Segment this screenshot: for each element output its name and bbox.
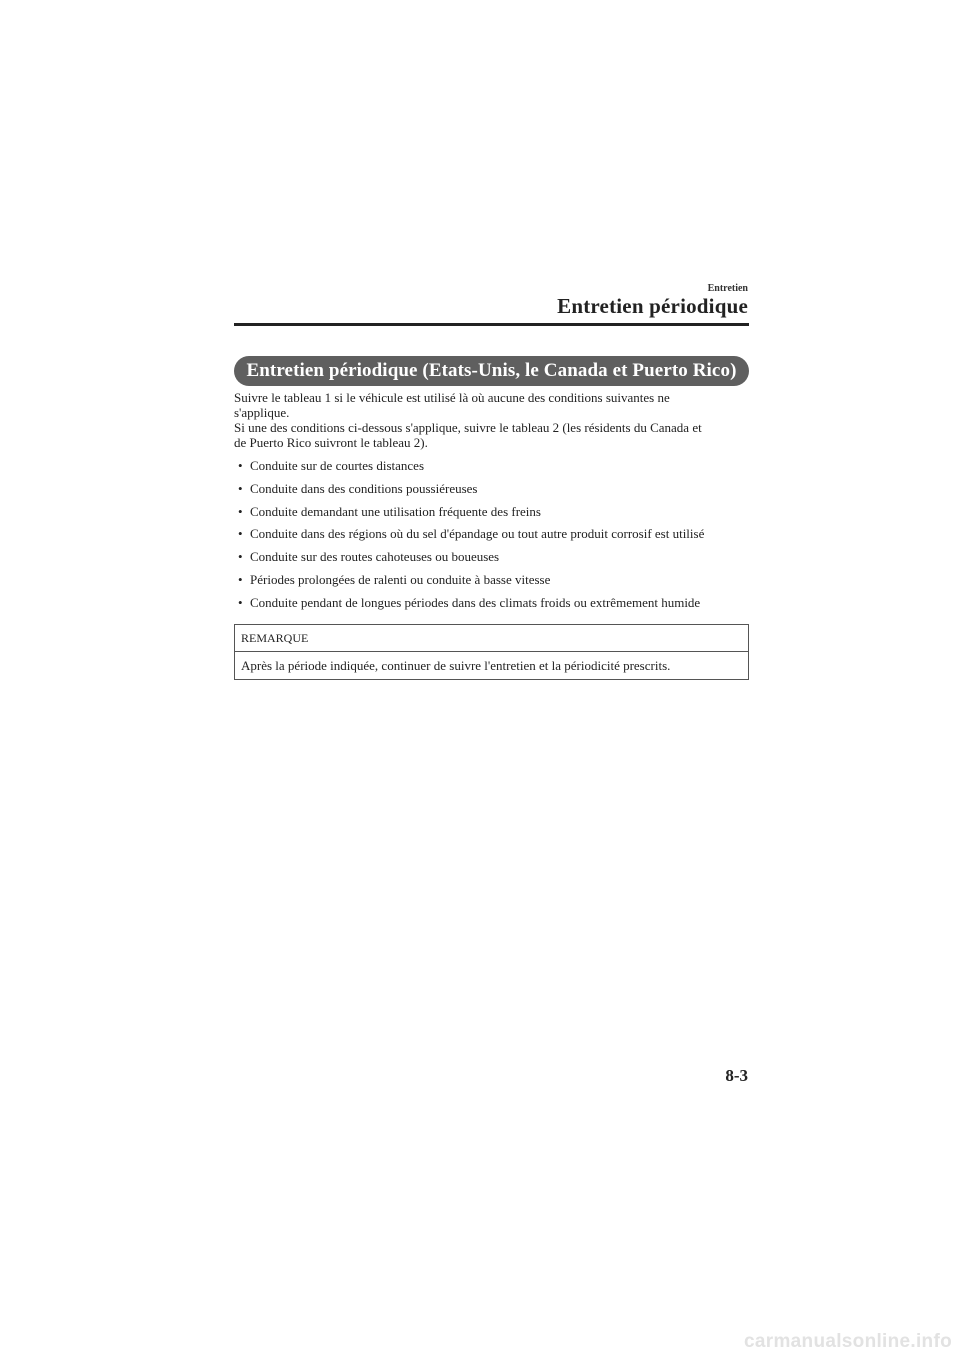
list-item-text: Conduite sur des routes cahoteuses ou boueuses bbox=[250, 549, 500, 565]
list-item bbox=[234, 595, 754, 618]
intro-line-2: s'applique. bbox=[234, 405, 290, 420]
bullet-icon: • bbox=[238, 594, 243, 610]
note-box bbox=[234, 624, 749, 680]
watermark-text: carmanualsonline.info bbox=[744, 1331, 952, 1352]
list-item bbox=[234, 549, 754, 572]
page-title: Entretien périodique bbox=[557, 294, 748, 318]
section-title: Entretien périodique (Etats-Unis, le Canada et Puerto Rico) bbox=[246, 360, 737, 381]
intro-line-1: Suivre le tableau 1 si le véhicule est utilisé là où aucune des conditions suivantes ne bbox=[234, 390, 670, 405]
bullet-icon: • bbox=[238, 503, 243, 519]
list-item-text: Conduite dans des conditions poussiéreuses bbox=[250, 480, 478, 496]
note-heading: REMARQUE bbox=[235, 625, 748, 652]
intro-line-3: Si une des conditions ci-dessous s'applique, suivre le tableau 2 (les résidents du Canada et bbox=[234, 420, 702, 435]
list-item bbox=[234, 458, 754, 481]
note-body: Après la période indiquée, continuer de suivre l'entretien et la périodicité prescrits. bbox=[241, 658, 671, 673]
list-item-text: Conduite sur de courtes distances bbox=[250, 458, 425, 473]
list-item bbox=[234, 526, 754, 549]
bullet-icon: • bbox=[238, 458, 243, 473]
bullet-icon: • bbox=[238, 549, 243, 565]
section-label: Entretien bbox=[707, 283, 748, 294]
intro-line-4: de Puerto Rico suivront le tableau 2). bbox=[234, 435, 428, 450]
bullet-icon: • bbox=[238, 526, 243, 542]
section-title-bar bbox=[234, 356, 749, 386]
header-divider bbox=[234, 323, 749, 326]
list-item-text: Conduite demandant une utilisation fréquente des freins bbox=[250, 503, 541, 519]
list-item-text: Périodes prolongées de ralenti ou conduite à basse vitesse bbox=[250, 571, 551, 587]
intro-paragraph bbox=[234, 390, 749, 450]
conditions-list bbox=[234, 458, 754, 618]
list-item bbox=[234, 481, 754, 504]
list-item-text: Conduite dans des régions où du sel d'épandage ou tout autre produit corrosif est utilisé bbox=[250, 526, 705, 542]
bullet-icon: • bbox=[238, 571, 243, 587]
page-number: 8-3 bbox=[725, 1066, 748, 1085]
list-item-text: Conduite pendant de longues périodes dans des climats froids ou extrêmement humide bbox=[250, 594, 701, 610]
list-item bbox=[234, 572, 754, 595]
bullet-icon: • bbox=[238, 480, 243, 496]
list-item bbox=[234, 504, 754, 527]
